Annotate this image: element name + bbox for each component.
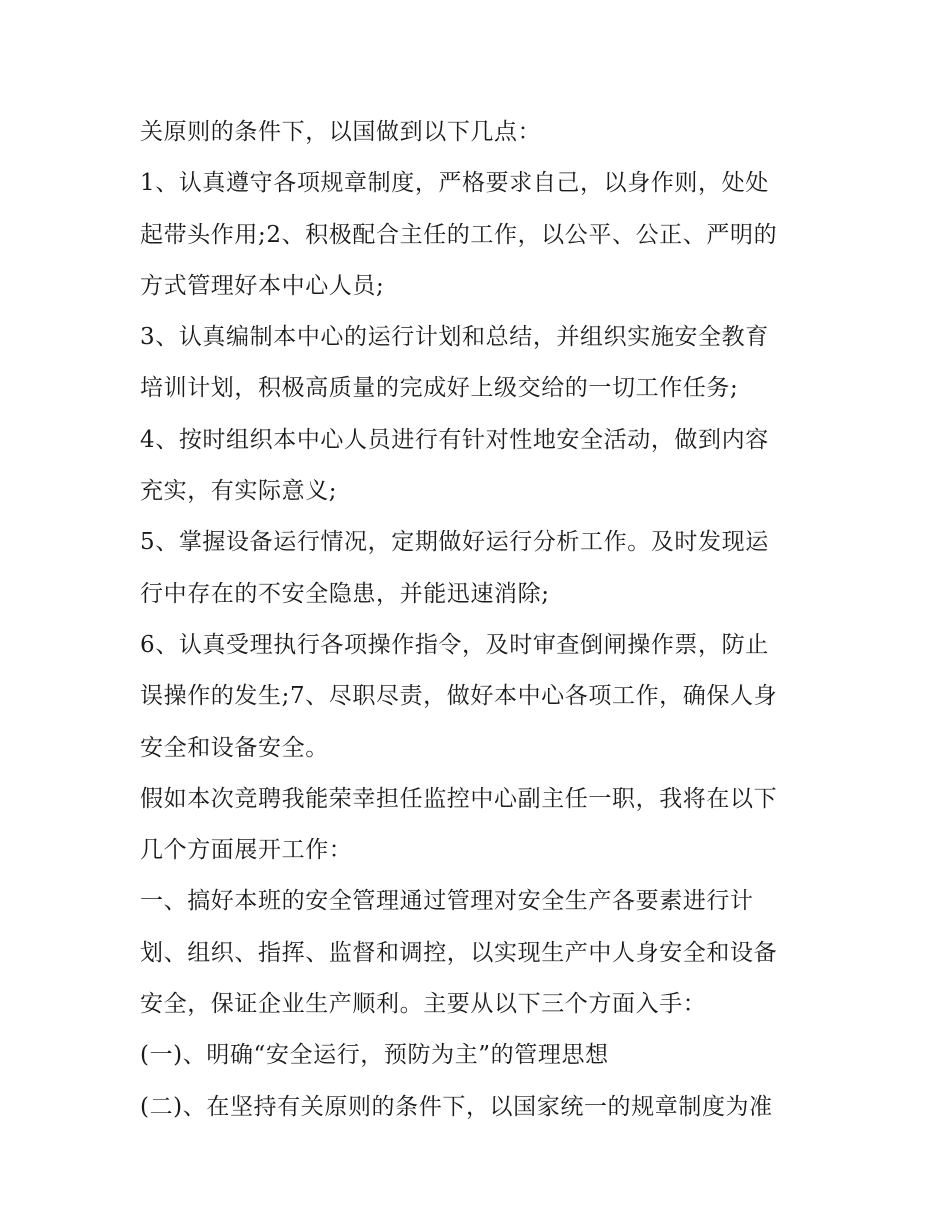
text-line: 划、组织、指挥、监督和调控，以实现生产中人身安全和设备 bbox=[140, 939, 778, 966]
text-line: 方式管理好本中心人员; bbox=[140, 272, 385, 299]
text-line: 3、认真编制本中心的运行计划和总结，并组织实施安全教育 bbox=[140, 324, 769, 351]
text-line: 培训计划，积极高质量的完成好上级交给的一切工作任务; bbox=[140, 375, 739, 402]
text-line: 误操作的发生;7、尽职尽责，做好本中心各项工作，确保人身 bbox=[140, 683, 778, 710]
text-line: 一、搞好本班的安全管理通过管理对安全生产各要素进行计 bbox=[140, 888, 754, 915]
document-body bbox=[140, 107, 820, 1133]
text-line: 5、掌握设备运行情况，定期做好运行分析工作。及时发现运 bbox=[140, 529, 769, 556]
text-line: 安全和设备安全。 bbox=[140, 734, 329, 761]
text-line: 1、认真遵守各项规章制度，严格要求自己，以身作则，处处 bbox=[140, 170, 769, 197]
text-line: 4、按时组织本中心人员进行有针对性地安全活动，做到内容 bbox=[140, 426, 769, 453]
text-line: (一)、明确“安全运行，预防为主”的管理思想 bbox=[140, 1042, 609, 1069]
text-line: 起带头作用;2、积极配合主任的工作，以公平、公正、严明的 bbox=[140, 221, 778, 248]
text-line: 几个方面展开工作： bbox=[140, 837, 353, 864]
text-line: 6、认真受理执行各项操作指令，及时审查倒闸操作票，防止 bbox=[140, 631, 769, 658]
text-line: 假如本次竞聘我能荣幸担任监控中心副主任一职，我将在以下 bbox=[140, 785, 778, 812]
text-line: 充实，有实际意义; bbox=[140, 478, 338, 505]
text-line: 行中存在的不安全隐患，并能迅速消除; bbox=[140, 580, 550, 607]
text-line: 关原则的条件下，以国做到以下几点： bbox=[140, 119, 542, 145]
text-line: (二)、在坚持有关原则的条件下，以国家统一的规章制度为准 bbox=[140, 1093, 773, 1120]
text-line: 安全，保证企业生产顺利。主要从以下三个方面入手： bbox=[140, 991, 707, 1018]
